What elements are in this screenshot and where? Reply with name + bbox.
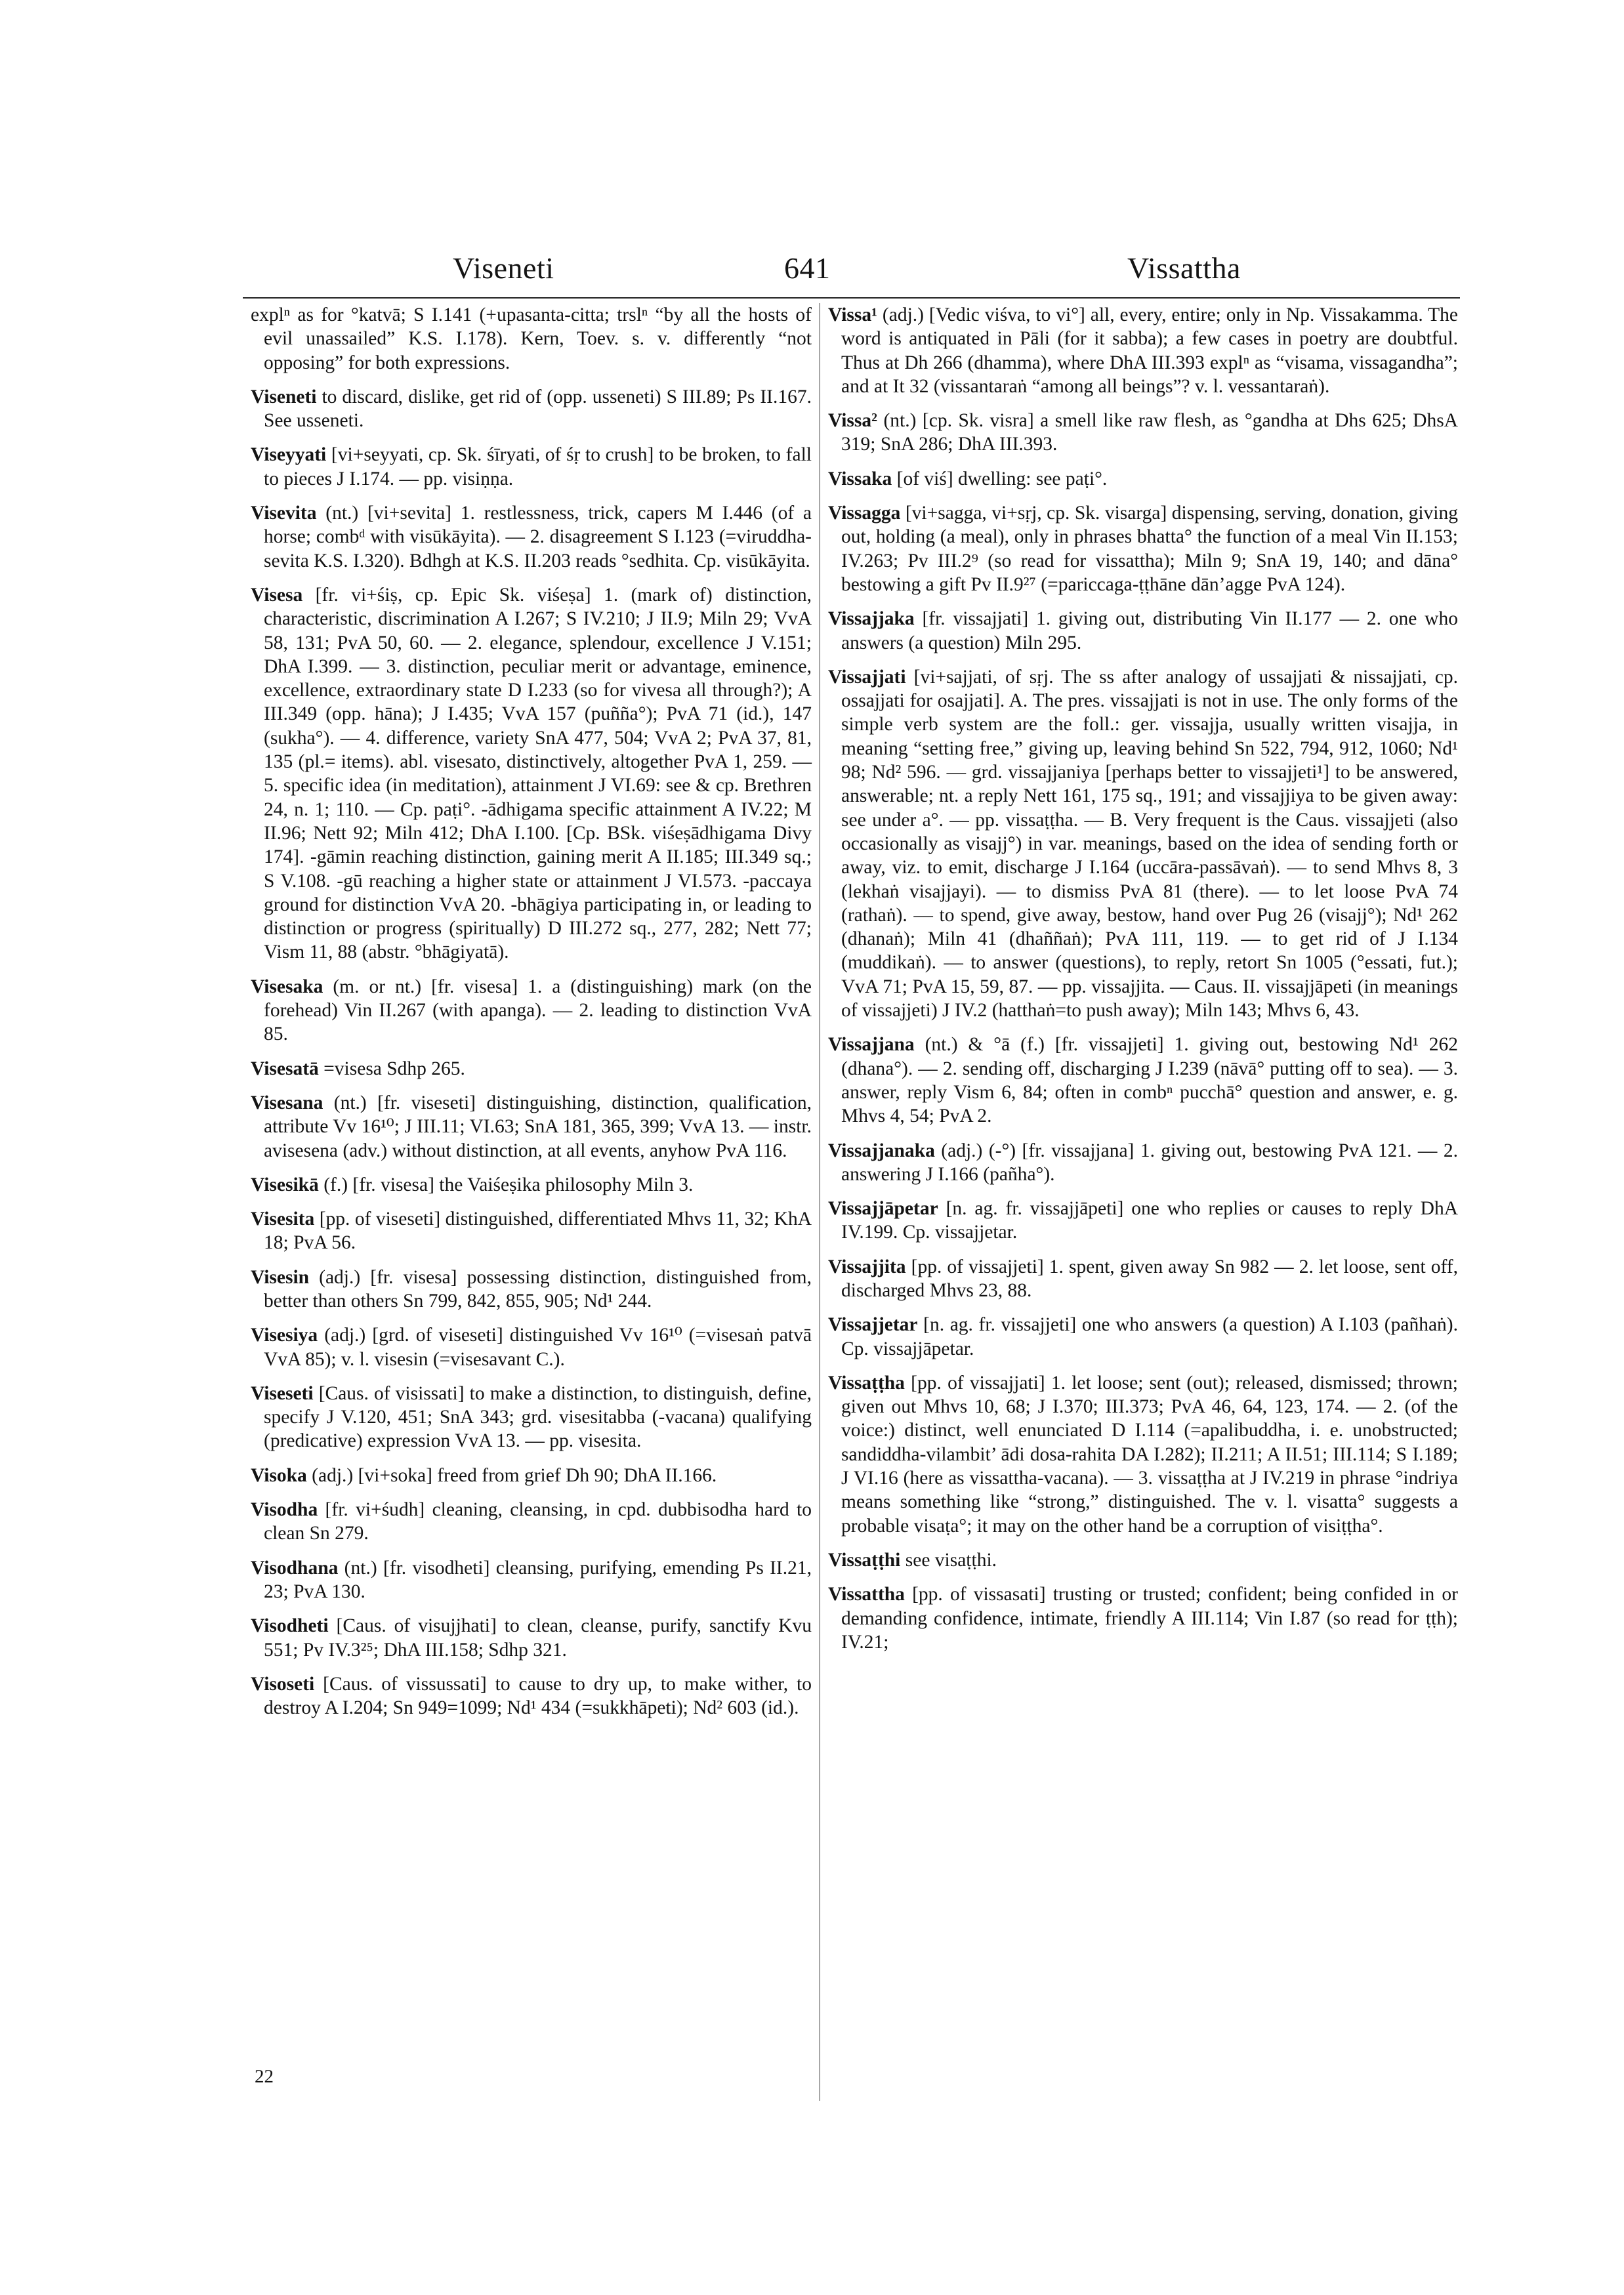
definition-text: [vi+sajjati, of sṛj. The ss after analogy of ussajjati & nissajjati, cp. ossajjati for osajjati]. A. The pres. vissajjati is not in use. The only forms of the simple verb system are the foll.: ger. vissajja, usually written visajja, in meaning “setting free,” giving up, leaving behind Sn 522, 794, 912, 1060; Nd¹ 98; Nd² 596. — grd. vissajjaniya [perhaps better to vissajjeti¹] to be answered, answerable; nt. a reply Nett 161, 175 sq., 191; and vissajjiya to be given away: see under a°. — pp. vissaṭṭha. — B. Very frequent is the Caus. vissajjeti (also occasionally as visajj°) in var. meanings, based on the idea of sending forth or away, viz. to emit, discharge J I.164 (uccāra-passāvaṅ). — to send Mhvs 8, 3 (lekhaṅ visajjayi). — to dismiss PvA 81 (there). — to let loose PvA 74 (rathaṅ). — to spend, give away, bestow, hand over Pug 26 (visajj°); Nd¹ 262 (dhanaṅ); Miln 41 (dhaññaṅ); PvA 111, 119. — to get rid of J I.134 (muddikaṅ). — to answer (questions), to reply, retort Sn 1005 (°essati, fut.); VvA 71; PvA 15, 59, 87. — pp. vissajjita. — Caus. II. vissajjāpeti (in meanings of vissajjeti) J IV.2 (hatthaṅ=to push away); Miln 143; Mhvs 6, 43. bbox=[841, 666, 1459, 1022]
headword: Vissaṭṭhi bbox=[828, 1549, 901, 1571]
definition-text: [Caus. of visujjhati] to clean, cleanse, purify, sanctify Kvu 551; Pv IV.3²⁵; DhA III.158; Sdhp 321. bbox=[264, 1615, 812, 1661]
headword: Visesikā bbox=[251, 1174, 319, 1195]
definition-text: (f.) [fr. visesa] the Vaiśeṣika philosophy Miln 3. bbox=[323, 1174, 694, 1195]
headword: Vissattha bbox=[828, 1584, 905, 1605]
dictionary-entry bbox=[828, 303, 1458, 398]
dictionary-entry bbox=[251, 385, 812, 433]
headword: Visoseti bbox=[251, 1673, 315, 1695]
headword: Visodha bbox=[251, 1499, 318, 1521]
dictionary-entry bbox=[828, 1139, 1458, 1187]
definition-text: [vi+sagga, vi+sṛj, cp. Sk. visarga] dispensing, serving, donation, giving out, holding (a meal), only in phrases bhatta° the function of a meal Vin II.153; IV.263; Pv III.2⁹ (so read for vissattha); Miln 9; SnA 19, 140; and dāna° bestowing a gift Pv II.9²⁷ (=pariccaga-ṭṭhāne dān’agge PvA 124). bbox=[841, 503, 1458, 595]
page-number: 641 bbox=[784, 251, 831, 285]
definition-text: (nt.) [fr. viseseti] distinguishing, distinction, qualification, attribute Vv 16¹⁰; J III.11; VI.63; SnA 181, 365, 399; VvA 13. — instr. avisesena (adv.) without distinction, at all events, anyhow PvA 116. bbox=[264, 1092, 812, 1161]
header-rule bbox=[243, 297, 1460, 299]
definition-text: to discard, dislike, get rid of (opp. usseneti) S III.89; Ps II.167. See usseneti. bbox=[264, 386, 812, 432]
headword: Viseyyati bbox=[251, 444, 327, 466]
dictionary-entry bbox=[828, 665, 1458, 1022]
headword: Vissaṭṭha bbox=[828, 1372, 905, 1394]
headword: Visesiya bbox=[251, 1325, 318, 1346]
definition-text: (nt.) [fr. visodheti] cleansing, purifying, emending Ps II.21, 23; PvA 130. bbox=[264, 1557, 812, 1602]
headword: Vissa² bbox=[828, 410, 877, 432]
headword: Vissajjanaka bbox=[828, 1140, 935, 1161]
dictionary-entry bbox=[828, 607, 1458, 655]
headword: Visesin bbox=[251, 1266, 310, 1288]
signature-mark: 22 bbox=[255, 2066, 274, 2087]
headword: Vissaka bbox=[828, 468, 892, 489]
dictionary-entry bbox=[828, 467, 1458, 491]
headword: Vissajjita bbox=[828, 1256, 906, 1277]
definition-text: (adj.) [fr. visesa] possessing distinction, distinguished from, better than others Sn 799, 842, 855, 905; Nd¹ 244. bbox=[264, 1266, 812, 1312]
headword: Vissajjetar bbox=[828, 1314, 918, 1336]
headword: Vissa¹ bbox=[828, 304, 877, 325]
dictionary-entry bbox=[828, 1033, 1458, 1128]
definition-text: (adj.) (-°) [fr. vissajjana] 1. giving out, bestowing PvA 121. — 2. answering J I.166 (pañha°). bbox=[841, 1140, 1458, 1185]
headword: Visesa bbox=[251, 584, 303, 606]
definition-text: [fr. vissajjati] 1. giving out, distributing Vin II.177 — 2. one who answers (a question) Miln 295. bbox=[841, 608, 1458, 653]
dictionary-entry bbox=[251, 1323, 812, 1371]
dictionary-entry bbox=[828, 409, 1458, 457]
headword: Viseneti bbox=[251, 386, 317, 407]
dictionary-entry bbox=[251, 1672, 812, 1720]
definition-text: [fr. vi+śiṣ, cp. Epic Sk. viśeṣa] 1. (mark of) distinction, characteristic, discrimination A I.267; S IV.210; J II.9; Miln 29; VvA 58, 131; PvA 50, 60. — 2. elegance, splendour, excellence J V.151; DhA I.399. — 3. distinction, peculiar merit or advantage, eminence, excellence, extraordinary state D I.233 (so for vivesa all through?); A III.349 (opp. hāna); J I.435; VvA 157 (puñña°); PvA 71 (id.), 147 (sukha°). — 4. difference, variety SnA 477, 504; VvA 2; PvA 37, 81, 135 (pl.= items). abl. visesato, distinctively, altogether PvA 1, 259. — 5. specific idea (in meditation), attainment J VI.69: see & cp. Brethren 24, n. 1; 110. — Cp. paṭi°. -ādhigama specific attainment A IV.22; M II.96; Nett 92; Miln 412; DhA I.100. [Cp. BSk. viśeṣādhigama Divy 174]. -gāmin reaching distinction, gaining merit A II.185; III.349 sq.; S V.108. -gū reaching a higher state or attainment J VI.573. -paccaya ground for distinction VvA 20. -bhāgiya participating in, or leading to distinction or progress (spiritually) D III.272 sq., 277, 282; Nett 77; Vism 11, 88 (abstr. °bhāgiyatā). bbox=[264, 584, 812, 963]
dictionary-entry bbox=[251, 1173, 812, 1197]
headword: Visevita bbox=[251, 503, 317, 524]
dictionary-entry bbox=[251, 1498, 812, 1546]
definition-text: [fr. vi+śudh] cleaning, cleansing, in cpd. dubbisodha hard to clean Sn 279. bbox=[264, 1499, 812, 1544]
right-column bbox=[828, 303, 1458, 1664]
headword: Visesaka bbox=[251, 976, 323, 997]
dictionary-entry bbox=[828, 1255, 1458, 1303]
definition-text: (nt.) & °ā (f.) [fr. vissajjeti] 1. giving out, bestowing Nd¹ 262 (dhana°). — 2. sending off, discharging J I.239 (nāvā° putting off to sea). — 3. answer, reply Vism 6, 84; often in combⁿ pucchā° question and answer, e. g. Mhvs 4, 54; PvA 2. bbox=[841, 1034, 1459, 1127]
dictionary-entry bbox=[251, 583, 812, 964]
definition-text: [Caus. of visissati] to make a distinction, to distinguish, define, specify J V.120, 451; SnA 343; grd. visesitabba (-vacana) qualifying (predicative) expression VvA 13. — pp. visesita. bbox=[264, 1382, 812, 1452]
definition-text: see visaṭṭhi. bbox=[905, 1549, 997, 1571]
definition-text: [Caus. of vissussati] to cause to dry up, to make wither, to destroy A I.204; Sn 949=1099; Nd¹ 434 (=sukkhāpeti); Nd² 603 (id.). bbox=[264, 1673, 812, 1719]
definition-text: [pp. of viseseti] distinguished, differentiated Mhvs 11, 32; KhA 18; PvA 56. bbox=[264, 1209, 812, 1254]
definition-text: explⁿ as for °katvā; S I.141 (+upasanta-citta; trslⁿ “by all the hosts of evil unassailed” K.S. I.178). Kern, Toev. s. v. differently “not opposing” for both expressions. bbox=[251, 304, 812, 373]
dictionary-entry bbox=[251, 303, 812, 375]
headword: Vissajjana bbox=[828, 1034, 915, 1056]
definition-text: [n. ag. fr. vissajjāpeti] one who replies or causes to reply DhA IV.199. Cp. vissajjetar. bbox=[841, 1198, 1458, 1243]
dictionary-entry bbox=[251, 1464, 812, 1487]
headword: Vissagga bbox=[828, 503, 901, 524]
left-guide-word: Viseneti bbox=[453, 251, 554, 285]
dictionary-entry bbox=[251, 1091, 812, 1163]
definition-text: [pp. of vissasati] trusting or trusted; confident; being confided in or demanding confidence, intimate, friendly A III.114; Vin I.87 (so read for ṭṭh); IV.21; bbox=[841, 1584, 1458, 1653]
right-guide-word: Vissattha bbox=[1127, 251, 1241, 285]
definition-text: [n. ag. fr. vissajjeti] one who answers (a question) A I.103 (pañhaṅ). Cp. vissajjāpetar. bbox=[841, 1314, 1459, 1359]
dictionary-entry bbox=[251, 1556, 812, 1604]
dictionary-entry bbox=[251, 1207, 812, 1255]
headword: Visodhana bbox=[251, 1557, 339, 1579]
headword: Visoka bbox=[251, 1464, 307, 1486]
dictionary-entry bbox=[828, 1548, 1458, 1572]
dictionary-entry bbox=[251, 975, 812, 1046]
definition-text: (adj.) [vi+soka] freed from grief Dh 90; DhA II.166. bbox=[312, 1464, 717, 1486]
definition-text: (m. or nt.) [fr. visesa] 1. a (distinguishing) mark (on the forehead) Vin II.267 (with apanga). — 2. leading to distinction VvA 85. bbox=[264, 976, 812, 1045]
definition-text: [of viś] dwelling: see paṭi°. bbox=[896, 468, 1108, 489]
dictionary-entry bbox=[828, 501, 1458, 596]
headword: Vissajjāpetar bbox=[828, 1198, 938, 1220]
dictionary-entry bbox=[251, 443, 812, 491]
definition-text: (adj.) [grd. of viseseti] distinguished Vv 16¹⁰ (=visesaṅ patvā VvA 85); v. l. visesin (=visesavant C.). bbox=[264, 1325, 812, 1370]
dictionary-entry bbox=[251, 1382, 812, 1453]
dictionary-entry bbox=[828, 1582, 1458, 1654]
definition-text: [pp. of vissajjati] 1. let loose; sent (out); released, dismissed; thrown; given out Mhvs 10, 68; J I.370; III.373; PvA 46, 64, 123, 174. — 2. (of the voice:) distinct, well enunciated D I.114 (=apalibuddha, i. e. unobstructed; sandiddha-vilambit’ ādi dosa-rahita DA I.282); II.211; A II.51; III.114; S I.189; J VI.16 (here as vissattha-vacana). — 3. vissaṭṭha at J IV.219 in phrase °indriya means something like “strong,” distinguished. The v. l. visatta° suggests a probable visaṭa°; it may on the other hand be a corruption of visiṭṭha°. bbox=[841, 1372, 1459, 1537]
definition-text: [pp. of vissajjeti] 1. spent, given away Sn 982 — 2. let loose, sent off, discharged Mhvs 23, 88. bbox=[841, 1256, 1459, 1301]
dictionary-entry bbox=[251, 501, 812, 573]
headword: Visesita bbox=[251, 1209, 315, 1230]
dictionary-entry bbox=[251, 1614, 812, 1662]
dictionary-entry bbox=[828, 1197, 1458, 1245]
definition-text: (adj.) [Vedic viśva, to vi°] all, every, entire; only in Np. Vissakamma. The word is antiquated in Pāli (for it sabba); a few cases in poetry are doubtful. Thus at Dh 266 (dhamma), where DhA III.393 explⁿ as “visama, vissagandha”; and at It 32 (vissantaraṅ “among all beings”? v. l. vessantaraṅ). bbox=[841, 304, 1459, 397]
headword: Visesana bbox=[251, 1092, 323, 1113]
headword: Vissajjati bbox=[828, 666, 906, 688]
dictionary-entry bbox=[251, 1057, 812, 1081]
definition-text: (nt.) [vi+sevita] 1. restlessness, trick, capers M I.446 (of a horse; combᵈ with visūkāyita). — 2. disagreement S I.123 (=viruddha-sevita K.S. I.320). Bdhgh at K.S. II.203 reads °sedhita. Cp. visūkāyita. bbox=[264, 503, 812, 571]
dictionary-entry bbox=[251, 1266, 812, 1313]
definition-text: [vi+seyyati, cp. Sk. śīryati, of śṛ to crush] to be broken, to fall to pieces J I.174. — pp. visiṇṇa. bbox=[264, 444, 812, 489]
dictionary-entry bbox=[828, 1313, 1458, 1361]
headword: Visodheti bbox=[251, 1615, 329, 1637]
definition-text: (nt.) [cp. Sk. visra] a smell like raw flesh, as °gandha at Dhs 625; DhsA 319; SnA 286; DhA III.393. bbox=[841, 410, 1458, 455]
headword: Viseseti bbox=[251, 1382, 314, 1404]
headword: Visesatā bbox=[251, 1058, 319, 1079]
headword: Vissajjaka bbox=[828, 608, 915, 630]
left-column bbox=[251, 303, 812, 1730]
dictionary-entry bbox=[828, 1371, 1458, 1538]
definition-text: =visesa Sdhp 265. bbox=[323, 1058, 465, 1079]
